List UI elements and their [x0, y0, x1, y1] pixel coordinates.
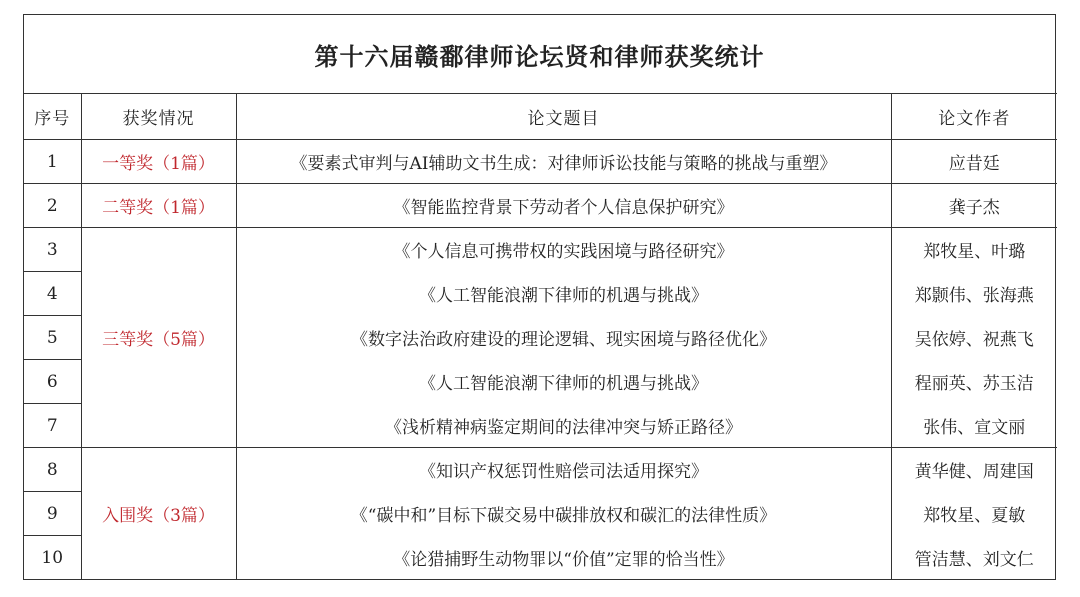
paper-author: 郑颢伟、张海燕 [891, 272, 1057, 316]
table-header-row [24, 94, 1057, 140]
award-level: 二等奖（1篇） [81, 184, 236, 228]
paper-author: 龚子杰 [891, 184, 1057, 228]
table-row [24, 184, 1057, 228]
row-num: 9 [24, 492, 81, 536]
row-num: 2 [24, 184, 81, 228]
header-paper: 论文题目 [236, 94, 891, 140]
award-level: 入围奖（3篇） [81, 448, 236, 580]
paper-author: 管洁慧、刘文仁 [891, 536, 1057, 580]
paper-author: 程丽英、苏玉洁 [891, 360, 1057, 404]
award-level: 一等奖（1篇） [81, 140, 236, 184]
table-row [24, 140, 1057, 184]
page-title: 第十六届赣鄱律师论坛贤和律师获奖统计 [24, 15, 1055, 94]
row-num: 3 [24, 228, 81, 272]
paper-author: 郑牧星、夏敏 [891, 492, 1057, 536]
paper-title: 《数字法治政府建设的理论逻辑、现实困境与路径优化》 [236, 316, 891, 360]
paper-title: 《个人信息可携带权的实践困境与路径研究》 [236, 228, 891, 272]
row-num: 8 [24, 448, 81, 492]
header-author: 论文作者 [891, 94, 1057, 140]
paper-author: 黄华健、周建国 [891, 448, 1057, 492]
paper-title: 《“碳中和”目标下碳交易中碳排放权和碳汇的法律性质》 [236, 492, 891, 536]
paper-author: 张伟、宣文丽 [891, 404, 1057, 448]
row-num: 7 [24, 404, 81, 448]
row-num: 4 [24, 272, 81, 316]
awards-table [24, 93, 1057, 580]
row-num: 1 [24, 140, 81, 184]
award-level: 三等奖（5篇） [81, 228, 236, 448]
header-num: 序号 [24, 94, 81, 140]
row-num: 5 [24, 316, 81, 360]
row-num: 6 [24, 360, 81, 404]
paper-title: 《浅析精神病鉴定期间的法律冲突与矫正路径》 [236, 404, 891, 448]
paper-title: 《要素式审判与AI辅助文书生成：对律师诉讼技能与策略的挑战与重塑》 [236, 140, 891, 184]
paper-author: 郑牧星、叶璐 [891, 228, 1057, 272]
paper-title: 《人工智能浪潮下律师的机遇与挑战》 [236, 360, 891, 404]
paper-author: 应昔廷 [891, 140, 1057, 184]
paper-title: 《人工智能浪潮下律师的机遇与挑战》 [236, 272, 891, 316]
paper-title: 《智能监控背景下劳动者个人信息保护研究》 [236, 184, 891, 228]
row-num: 10 [24, 536, 81, 580]
paper-title: 《论猎捕野生动物罪以“价值”定罪的恰当性》 [236, 536, 891, 580]
awards-table-frame [23, 14, 1056, 580]
header-award: 获奖情况 [81, 94, 236, 140]
table-row [24, 228, 1057, 272]
paper-title: 《知识产权惩罚性赔偿司法适用探究》 [236, 448, 891, 492]
table-row [24, 448, 1057, 492]
paper-author: 吴依婷、祝燕飞 [891, 316, 1057, 360]
